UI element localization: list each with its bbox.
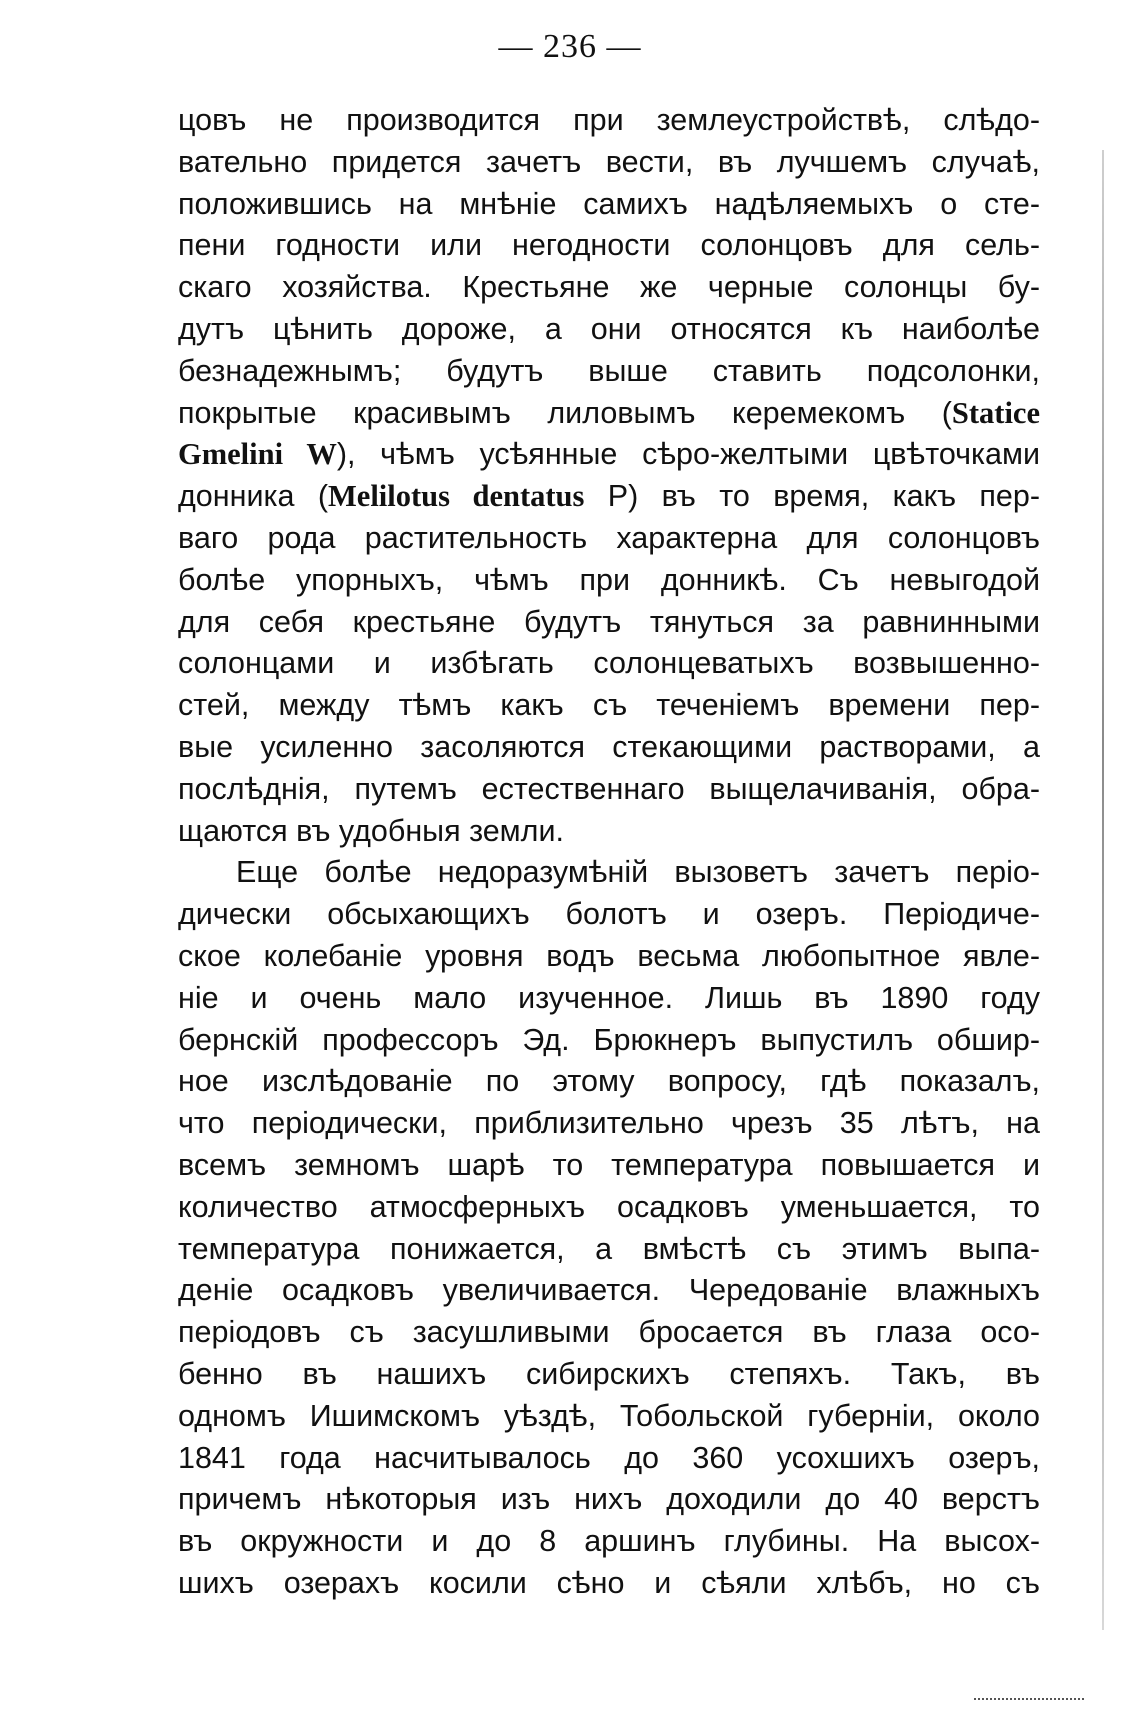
text-line: бернскій профессоръ Эд. Брюкнеръ выпустилъ обшир-: [178, 1022, 1040, 1057]
text-line: количество атмосферныхъ осадковъ уменьшается, то: [178, 1189, 1040, 1224]
text-line: ніе и очень мало изученное. Лишь въ 1890 году: [178, 980, 1040, 1015]
text-line: деніе осадковъ увеличивается. Чередованіе влажныхъ: [178, 1273, 1040, 1308]
paragraph-2: [178, 852, 1040, 1604]
text-line: одномъ Ишимскомъ уѣздѣ, Тобольской губерніи, около: [178, 1398, 1040, 1433]
latin-term: Melilotus dentatus: [328, 479, 585, 514]
text-line: покрытые красивымъ лиловымъ керемекомъ (Statice: [178, 395, 1040, 430]
page-number: — 236 —: [498, 28, 642, 65]
body-text: [178, 100, 1040, 1605]
text-line: бенно въ нашихъ сибирскихъ степяхъ. Такъ, въ: [178, 1356, 1040, 1391]
text-line: безнадежнымъ; будутъ выше ставить подсолонки,: [178, 353, 1040, 388]
text-line: шихъ озерахъ косили сѣно и сѣяли хлѣбъ, но съ: [178, 1565, 1040, 1600]
text-line: дически обсыхающихъ болотъ и озеръ. Періодиче-: [178, 897, 1040, 932]
paragraph-1: [178, 100, 1040, 852]
text-line: стей, между тѣмъ какъ съ теченіемъ времени пер-: [178, 688, 1040, 723]
text-line: пени годности или негодности солонцовъ для сель-: [178, 228, 1040, 263]
text-line: причемъ нѣкоторыя изъ нихъ доходили до 40 верстъ: [178, 1482, 1040, 1517]
text-line: Gmelini W), чѣмъ усѣянные сѣро-желтыми цвѣточками: [178, 437, 1040, 472]
text-line: что періодически, приблизительно чрезъ 35 лѣтъ, на: [178, 1106, 1040, 1141]
text-line: Еще болѣе недоразумѣній вызоветъ зачетъ періо-: [236, 855, 1040, 890]
text-line: дутъ цѣнить дороже, а они относятся къ наиболѣе: [178, 311, 1040, 346]
latin-term: Statice: [951, 395, 1040, 430]
print-specks: [974, 1688, 1084, 1700]
text-line: въ окружности и до 8 аршинъ глубины. На высох-: [178, 1524, 1040, 1559]
text-line: положившись на мнѣніе самихъ надѣляемыхъ о сте-: [178, 186, 1040, 221]
text-line: ное изслѣдованіе по этому вопросу, гдѣ показалъ,: [178, 1064, 1040, 1099]
text-line: ское колебаніе уровня водъ весьма любопытное явле-: [178, 938, 1040, 973]
latin-term: Gmelini W: [178, 437, 337, 472]
text-line: солонцами и избѣгать солонцеватыхъ возвышенно-: [178, 646, 1040, 681]
text-line: вательно придется зачетъ вести, въ лучшемъ случаѣ,: [178, 144, 1040, 179]
text-line: 1841 года насчитывалось до 360 усохшихъ озеръ,: [178, 1440, 1040, 1475]
text-line: болѣе упорныхъ, чѣмъ при донникѣ. Съ невыгодой: [178, 562, 1040, 597]
text-line: вые усиленно засоляются стекающими растворами, а: [178, 729, 1040, 764]
page-edge-shadow: [1102, 150, 1104, 1630]
text-line: для себя крестьяне будутъ тянуться за равнинными: [178, 604, 1040, 639]
text-line: послѣднія, путемъ естественнаго выщелачиванія, обра-: [178, 771, 1040, 806]
text-line: донника (Melilotus dentatus P) въ то время, какъ пер-: [178, 479, 1041, 514]
text-line: скаго хозяйства. Крестьяне же черные солонцы бу-: [178, 270, 1040, 305]
text-line: ваго рода растительность характерна для солонцовъ: [178, 520, 1040, 555]
text-line: всемъ земномъ шарѣ то температура повышается и: [178, 1147, 1040, 1182]
text-line: температура понижается, а вмѣстѣ съ этимъ выпа-: [178, 1231, 1040, 1266]
text-line: щаются въ удобныя земли.: [178, 813, 564, 848]
text-line: періодовъ съ засушливыми бросается въ глаза осо-: [178, 1315, 1040, 1350]
text-line: цовъ не производится при землеустройствѣ, слѣдо-: [178, 103, 1040, 137]
